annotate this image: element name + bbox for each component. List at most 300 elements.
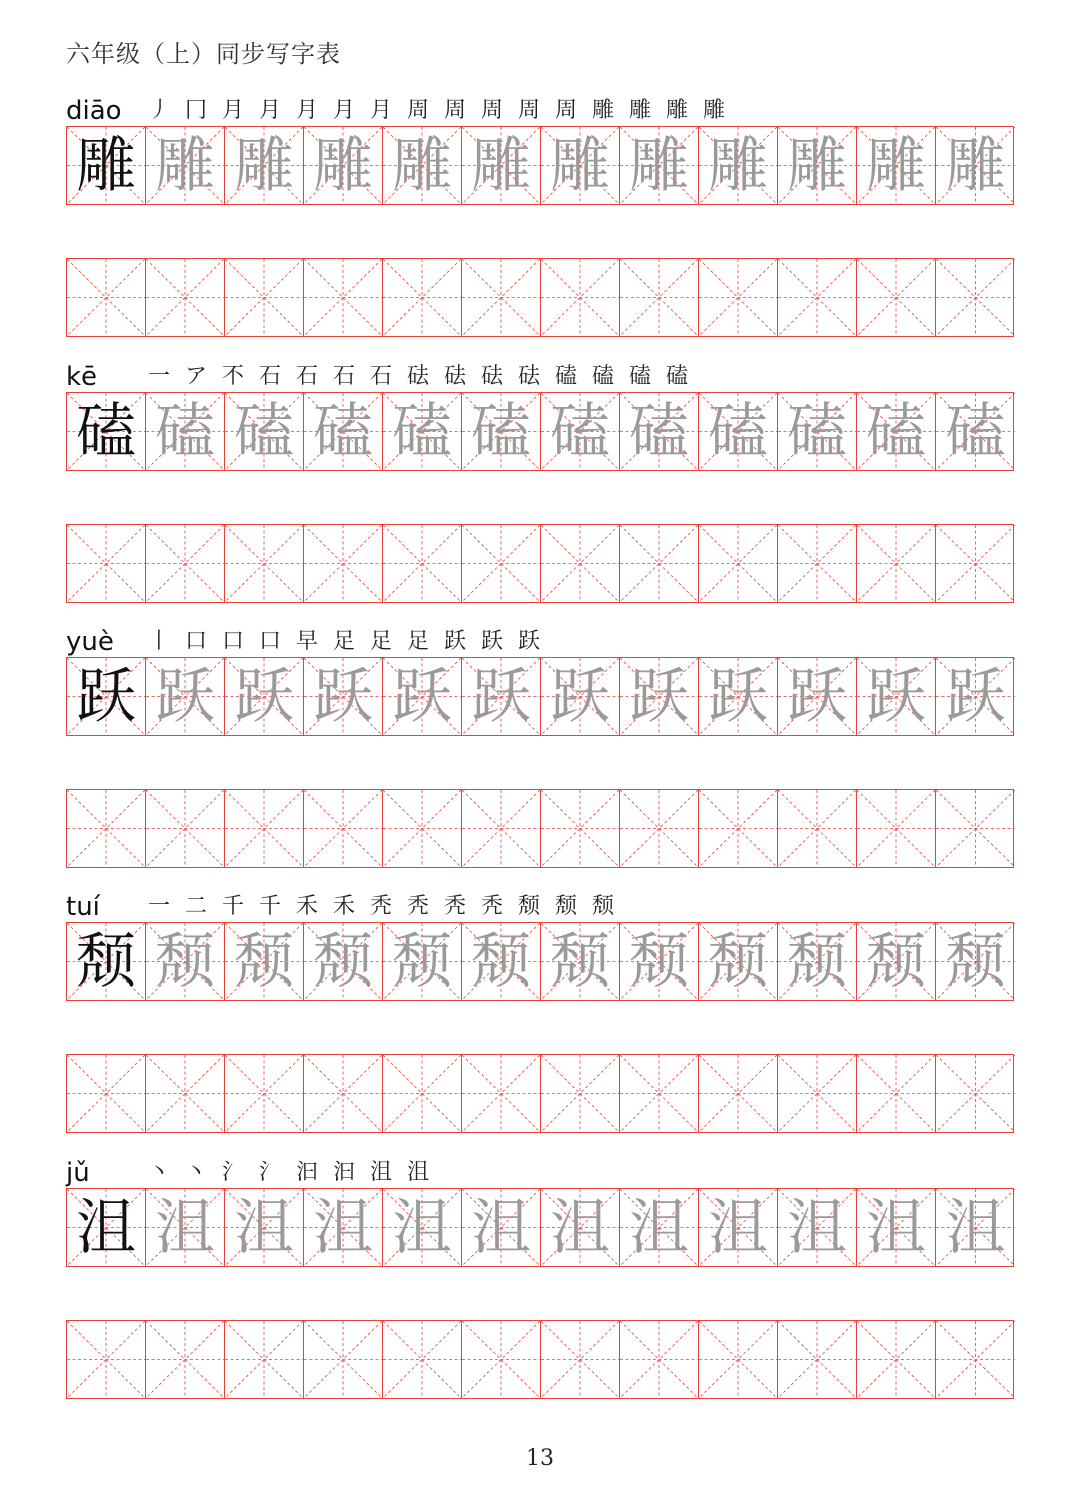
practice-cell[interactable] xyxy=(778,1321,857,1398)
stroke-step: 颓 xyxy=(518,894,541,919)
practice-cell[interactable] xyxy=(304,259,383,336)
stroke-step: 雕 xyxy=(592,98,615,123)
stroke-step: 秃 xyxy=(370,894,393,919)
stroke-step: 月 xyxy=(222,98,245,123)
stroke-order-sequence xyxy=(148,98,740,124)
model-cell xyxy=(67,923,146,1000)
cell-guides xyxy=(541,1055,619,1132)
trace-character: 雕 xyxy=(945,130,1006,201)
stroke-order-sequence xyxy=(148,364,703,390)
trace-cell xyxy=(620,127,699,204)
stroke-step: 足 xyxy=(333,629,356,654)
trace-cell xyxy=(699,1189,778,1266)
stroke-step: 石 xyxy=(333,364,356,389)
cell-guides xyxy=(146,1321,224,1398)
trace-cell xyxy=(225,1189,304,1266)
practice-cell[interactable] xyxy=(462,1055,541,1132)
trace-cell xyxy=(857,1189,936,1266)
stroke-step: 口 xyxy=(185,629,208,654)
trace-character: 跃 xyxy=(155,661,215,732)
trace-character: 雕 xyxy=(550,130,610,201)
trace-character: 雕 xyxy=(234,130,294,201)
trace-cell xyxy=(936,127,1015,204)
trace-cell xyxy=(225,393,304,470)
cell-guides xyxy=(225,259,303,336)
cell-guides xyxy=(67,259,145,336)
trace-cell xyxy=(541,127,620,204)
practice-cell[interactable] xyxy=(383,259,462,336)
stroke-step: 月 xyxy=(333,98,356,123)
cell-guides xyxy=(620,790,698,867)
cell-guides xyxy=(304,525,382,602)
practice-cell[interactable] xyxy=(778,259,857,336)
trace-character: 颓 xyxy=(629,926,689,997)
trace-cell xyxy=(857,393,936,470)
practice-cell[interactable] xyxy=(462,259,541,336)
practice-cell[interactable] xyxy=(778,525,857,602)
trace-character: 颓 xyxy=(234,926,294,997)
trace-cell xyxy=(462,393,541,470)
pinyin-label: kē xyxy=(66,362,98,392)
character-entry xyxy=(66,1152,1014,1399)
practice-grid-row xyxy=(66,1054,1014,1133)
trace-cell xyxy=(778,923,857,1000)
practice-cell[interactable] xyxy=(620,1055,699,1132)
stroke-step: 汩 xyxy=(296,1160,319,1185)
cell-guides xyxy=(383,1055,461,1132)
stroke-step: 冂 xyxy=(185,98,208,123)
stroke-step: 丶 xyxy=(185,1160,208,1185)
trace-character: 磕 xyxy=(550,396,610,467)
trace-cell xyxy=(304,658,383,735)
trace-cell xyxy=(146,658,225,735)
stroke-step: 丨 xyxy=(148,629,171,654)
stroke-step: 石 xyxy=(370,364,393,389)
cell-guides xyxy=(857,1055,935,1132)
stroke-step: 跃 xyxy=(481,629,504,654)
stroke-step: 磕 xyxy=(555,364,578,389)
model-cell xyxy=(67,658,146,735)
cell-guides xyxy=(541,1321,619,1398)
trace-cell xyxy=(620,1189,699,1266)
model-cell xyxy=(67,1189,146,1266)
cell-guides xyxy=(857,259,935,336)
stroke-step: 磕 xyxy=(629,364,652,389)
practice-cell[interactable] xyxy=(541,790,620,867)
trace-character: 磕 xyxy=(787,396,847,467)
practice-cell[interactable] xyxy=(699,1055,778,1132)
trace-character: 沮 xyxy=(708,1192,768,1263)
cell-guides xyxy=(146,790,224,867)
trace-character: 颓 xyxy=(392,926,452,997)
cell-guides xyxy=(620,259,698,336)
practice-cell[interactable] xyxy=(225,790,304,867)
cell-guides xyxy=(146,525,224,602)
stroke-step: 雕 xyxy=(666,98,689,123)
model-character: 跃 xyxy=(76,661,136,732)
practice-cell[interactable] xyxy=(304,525,383,602)
entry-header xyxy=(66,886,1014,922)
stroke-step: 周 xyxy=(481,98,504,123)
model-character: 磕 xyxy=(76,396,136,467)
model-cell xyxy=(67,127,146,204)
stroke-step: 秃 xyxy=(407,894,430,919)
trace-character: 沮 xyxy=(234,1192,294,1263)
trace-character: 磕 xyxy=(234,396,294,467)
stroke-step: 沮 xyxy=(407,1160,430,1185)
practice-cell[interactable] xyxy=(462,790,541,867)
practice-cell[interactable] xyxy=(778,1055,857,1132)
cell-guides xyxy=(620,525,698,602)
stroke-step: 千 xyxy=(259,894,282,919)
stroke-step: 磕 xyxy=(666,364,689,389)
cell-guides xyxy=(383,525,461,602)
trace-character: 颓 xyxy=(945,926,1006,997)
stroke-step: ア xyxy=(185,364,208,389)
cell-guides xyxy=(225,1055,303,1132)
practice-cell[interactable] xyxy=(620,525,699,602)
practice-cell[interactable] xyxy=(462,1321,541,1398)
practice-cell[interactable] xyxy=(620,1321,699,1398)
trace-character: 沮 xyxy=(866,1192,926,1263)
cell-guides xyxy=(304,1055,382,1132)
stroke-step: 跃 xyxy=(444,629,467,654)
stroke-step: 磕 xyxy=(592,364,615,389)
trace-cell xyxy=(541,1189,620,1266)
trace-cell xyxy=(857,923,936,1000)
practice-cell[interactable] xyxy=(304,1055,383,1132)
entry-header xyxy=(66,1152,1014,1188)
trace-cell xyxy=(146,393,225,470)
stroke-step: 汩 xyxy=(333,1160,356,1185)
practice-grid-row xyxy=(66,789,1014,868)
cell-guides xyxy=(462,525,540,602)
practice-cell[interactable] xyxy=(620,790,699,867)
trace-character: 沮 xyxy=(787,1192,847,1263)
model-character: 沮 xyxy=(76,1192,136,1263)
trace-cell xyxy=(541,658,620,735)
trace-cell xyxy=(383,393,462,470)
practice-cell[interactable] xyxy=(67,1055,146,1132)
stroke-step: 雕 xyxy=(629,98,652,123)
practice-cell[interactable] xyxy=(383,790,462,867)
practice-cell[interactable] xyxy=(146,259,225,336)
trace-character: 雕 xyxy=(629,130,689,201)
trace-cell xyxy=(462,923,541,1000)
practice-cell[interactable] xyxy=(383,1321,462,1398)
practice-cell[interactable] xyxy=(699,525,778,602)
stroke-step: 沮 xyxy=(370,1160,393,1185)
pinyin-label: yuè xyxy=(66,627,114,657)
cell-guides xyxy=(67,1321,145,1398)
trace-cell xyxy=(620,658,699,735)
cell-guides xyxy=(936,525,1015,602)
trace-cell xyxy=(383,923,462,1000)
stroke-step: 一 xyxy=(148,894,171,919)
stroke-step: 不 xyxy=(222,364,245,389)
trace-character: 跃 xyxy=(787,661,847,732)
stroke-step: 周 xyxy=(518,98,541,123)
trace-character: 磕 xyxy=(629,396,689,467)
cell-guides xyxy=(383,1321,461,1398)
practice-cell[interactable] xyxy=(857,259,936,336)
stroke-step: 足 xyxy=(407,629,430,654)
practice-cell[interactable] xyxy=(225,1321,304,1398)
cell-guides xyxy=(778,1055,856,1132)
stroke-step: 氵 xyxy=(259,1160,282,1185)
stroke-step: 月 xyxy=(259,98,282,123)
pinyin-label: jǔ xyxy=(66,1158,90,1188)
trace-cell xyxy=(620,393,699,470)
cell-guides xyxy=(857,1321,935,1398)
practice-cell[interactable] xyxy=(620,259,699,336)
stroke-step: 丶 xyxy=(148,1160,171,1185)
cell-guides xyxy=(67,790,145,867)
cell-guides xyxy=(462,259,540,336)
sheet-title: 六年级（上）同步写字表 xyxy=(66,40,341,68)
practice-cell[interactable] xyxy=(699,790,778,867)
practice-cell[interactable] xyxy=(936,1321,1015,1398)
cell-guides xyxy=(936,790,1015,867)
character-entry xyxy=(66,621,1014,868)
cell-guides xyxy=(541,525,619,602)
trace-cell xyxy=(304,393,383,470)
practice-cell[interactable] xyxy=(146,790,225,867)
cell-guides xyxy=(383,790,461,867)
trace-character: 跃 xyxy=(392,661,452,732)
trace-character: 磕 xyxy=(313,396,373,467)
trace-character: 沮 xyxy=(629,1192,689,1263)
stroke-step: 氵 xyxy=(222,1160,245,1185)
stroke-step: 口 xyxy=(222,629,245,654)
practice-cell[interactable] xyxy=(67,790,146,867)
character-entry xyxy=(66,886,1014,1133)
practice-cell[interactable] xyxy=(857,1055,936,1132)
stroke-step: 禾 xyxy=(296,894,319,919)
practice-cell[interactable] xyxy=(67,1321,146,1398)
trace-character: 跃 xyxy=(550,661,610,732)
practice-cell[interactable] xyxy=(225,259,304,336)
practice-cell[interactable] xyxy=(304,790,383,867)
cell-guides xyxy=(304,1321,382,1398)
stroke-step: 一 xyxy=(148,364,171,389)
trace-character: 磕 xyxy=(866,396,926,467)
trace-character: 雕 xyxy=(708,130,768,201)
stroke-order-sequence xyxy=(148,894,629,920)
practice-cell[interactable] xyxy=(304,1321,383,1398)
trace-character: 颓 xyxy=(787,926,847,997)
cell-guides xyxy=(857,525,935,602)
trace-cell xyxy=(699,127,778,204)
trace-cell xyxy=(778,658,857,735)
stroke-step: 周 xyxy=(444,98,467,123)
stroke-step: 月 xyxy=(370,98,393,123)
cell-guides xyxy=(304,259,382,336)
entry-header xyxy=(66,356,1014,392)
trace-character: 颓 xyxy=(471,926,531,997)
trace-character: 雕 xyxy=(155,130,215,201)
cell-guides xyxy=(936,259,1015,336)
cell-guides xyxy=(304,790,382,867)
cell-guides xyxy=(778,525,856,602)
practice-cell[interactable] xyxy=(225,1055,304,1132)
trace-cell xyxy=(620,923,699,1000)
cell-guides xyxy=(778,259,856,336)
trace-cell xyxy=(541,393,620,470)
trace-cell xyxy=(225,127,304,204)
stroke-step: 周 xyxy=(407,98,430,123)
practice-cell[interactable] xyxy=(462,525,541,602)
trace-cell xyxy=(462,1189,541,1266)
stroke-step: 足 xyxy=(370,629,393,654)
cell-guides xyxy=(778,790,856,867)
practice-cell[interactable] xyxy=(146,1321,225,1398)
stroke-order-sequence xyxy=(148,629,555,655)
stroke-step: 石 xyxy=(296,364,319,389)
trace-character: 磕 xyxy=(155,396,215,467)
stroke-step: 秃 xyxy=(444,894,467,919)
cell-guides xyxy=(857,790,935,867)
practice-cell[interactable] xyxy=(857,525,936,602)
model-grid-row xyxy=(66,392,1014,471)
stroke-order-sequence xyxy=(148,1160,444,1186)
stroke-step: 禾 xyxy=(333,894,356,919)
practice-cell[interactable] xyxy=(857,790,936,867)
trace-cell xyxy=(857,127,936,204)
trace-cell xyxy=(462,127,541,204)
trace-character: 雕 xyxy=(471,130,531,201)
trace-cell xyxy=(462,658,541,735)
cell-guides xyxy=(462,1321,540,1398)
trace-character: 雕 xyxy=(787,130,847,201)
practice-cell[interactable] xyxy=(936,525,1015,602)
practice-cell[interactable] xyxy=(699,259,778,336)
trace-character: 沮 xyxy=(155,1192,215,1263)
entry-header xyxy=(66,90,1014,126)
practice-grid-row xyxy=(66,524,1014,603)
model-character: 雕 xyxy=(76,130,136,201)
stroke-step: 周 xyxy=(555,98,578,123)
page-number: 13 xyxy=(526,1446,554,1471)
trace-character: 沮 xyxy=(392,1192,452,1263)
cell-guides xyxy=(225,1321,303,1398)
trace-cell xyxy=(146,1189,225,1266)
trace-cell xyxy=(383,127,462,204)
practice-cell[interactable] xyxy=(936,259,1015,336)
trace-cell xyxy=(225,658,304,735)
trace-character: 雕 xyxy=(392,130,452,201)
trace-cell xyxy=(699,658,778,735)
practice-cell[interactable] xyxy=(225,525,304,602)
trace-character: 磕 xyxy=(945,396,1006,467)
model-grid-row xyxy=(66,922,1014,1001)
trace-cell xyxy=(936,393,1015,470)
practice-cell[interactable] xyxy=(541,1055,620,1132)
cell-guides xyxy=(699,259,777,336)
trace-character: 磕 xyxy=(708,396,768,467)
trace-cell xyxy=(225,923,304,1000)
practice-grid-row xyxy=(66,258,1014,337)
cell-guides xyxy=(146,1055,224,1132)
trace-cell xyxy=(146,923,225,1000)
trace-character: 沮 xyxy=(471,1192,531,1263)
trace-cell xyxy=(936,658,1015,735)
cell-guides xyxy=(541,790,619,867)
stroke-step: 砝 xyxy=(481,364,504,389)
practice-cell[interactable] xyxy=(383,1055,462,1132)
trace-character: 沮 xyxy=(945,1192,1006,1263)
practice-cell[interactable] xyxy=(146,1055,225,1132)
trace-cell xyxy=(936,1189,1015,1266)
cell-guides xyxy=(699,525,777,602)
model-grid-row xyxy=(66,126,1014,205)
practice-cell[interactable] xyxy=(936,1055,1015,1132)
trace-cell xyxy=(541,923,620,1000)
cell-guides xyxy=(936,1321,1015,1398)
model-character: 颓 xyxy=(76,926,136,997)
trace-character: 磕 xyxy=(392,396,452,467)
trace-cell xyxy=(304,923,383,1000)
stroke-step: 丿 xyxy=(148,98,171,123)
cell-guides xyxy=(936,1055,1015,1132)
stroke-step: 口 xyxy=(259,629,282,654)
practice-cell[interactable] xyxy=(857,1321,936,1398)
trace-character: 跃 xyxy=(234,661,294,732)
cell-guides xyxy=(620,1055,698,1132)
cell-guides xyxy=(462,1055,540,1132)
trace-character: 跃 xyxy=(471,661,531,732)
stroke-step: 月 xyxy=(296,98,319,123)
trace-cell xyxy=(699,393,778,470)
cell-guides xyxy=(225,525,303,602)
practice-cell[interactable] xyxy=(778,790,857,867)
practice-cell[interactable] xyxy=(541,259,620,336)
trace-character: 颓 xyxy=(155,926,215,997)
trace-character: 颓 xyxy=(550,926,610,997)
cell-guides xyxy=(699,1321,777,1398)
stroke-step: 二 xyxy=(185,894,208,919)
trace-cell xyxy=(936,923,1015,1000)
cell-guides xyxy=(67,525,145,602)
trace-cell xyxy=(699,923,778,1000)
stroke-step: 雕 xyxy=(703,98,726,123)
trace-character: 跃 xyxy=(629,661,689,732)
practice-grid-row xyxy=(66,1320,1014,1399)
stroke-step: 早 xyxy=(296,629,319,654)
practice-cell[interactable] xyxy=(541,525,620,602)
trace-character: 跃 xyxy=(945,661,1006,732)
practice-cell[interactable] xyxy=(146,525,225,602)
practice-cell[interactable] xyxy=(67,259,146,336)
practice-cell[interactable] xyxy=(699,1321,778,1398)
cell-guides xyxy=(541,259,619,336)
trace-cell xyxy=(857,658,936,735)
stroke-step: 砝 xyxy=(518,364,541,389)
trace-character: 跃 xyxy=(313,661,373,732)
practice-cell[interactable] xyxy=(383,525,462,602)
practice-cell[interactable] xyxy=(541,1321,620,1398)
stroke-step: 砝 xyxy=(444,364,467,389)
model-grid-row xyxy=(66,657,1014,736)
trace-cell xyxy=(304,1189,383,1266)
practice-cell[interactable] xyxy=(67,525,146,602)
trace-cell xyxy=(778,393,857,470)
trace-cell xyxy=(304,127,383,204)
practice-cell[interactable] xyxy=(936,790,1015,867)
stroke-step: 砝 xyxy=(407,364,430,389)
trace-cell xyxy=(778,1189,857,1266)
trace-character: 颓 xyxy=(866,926,926,997)
